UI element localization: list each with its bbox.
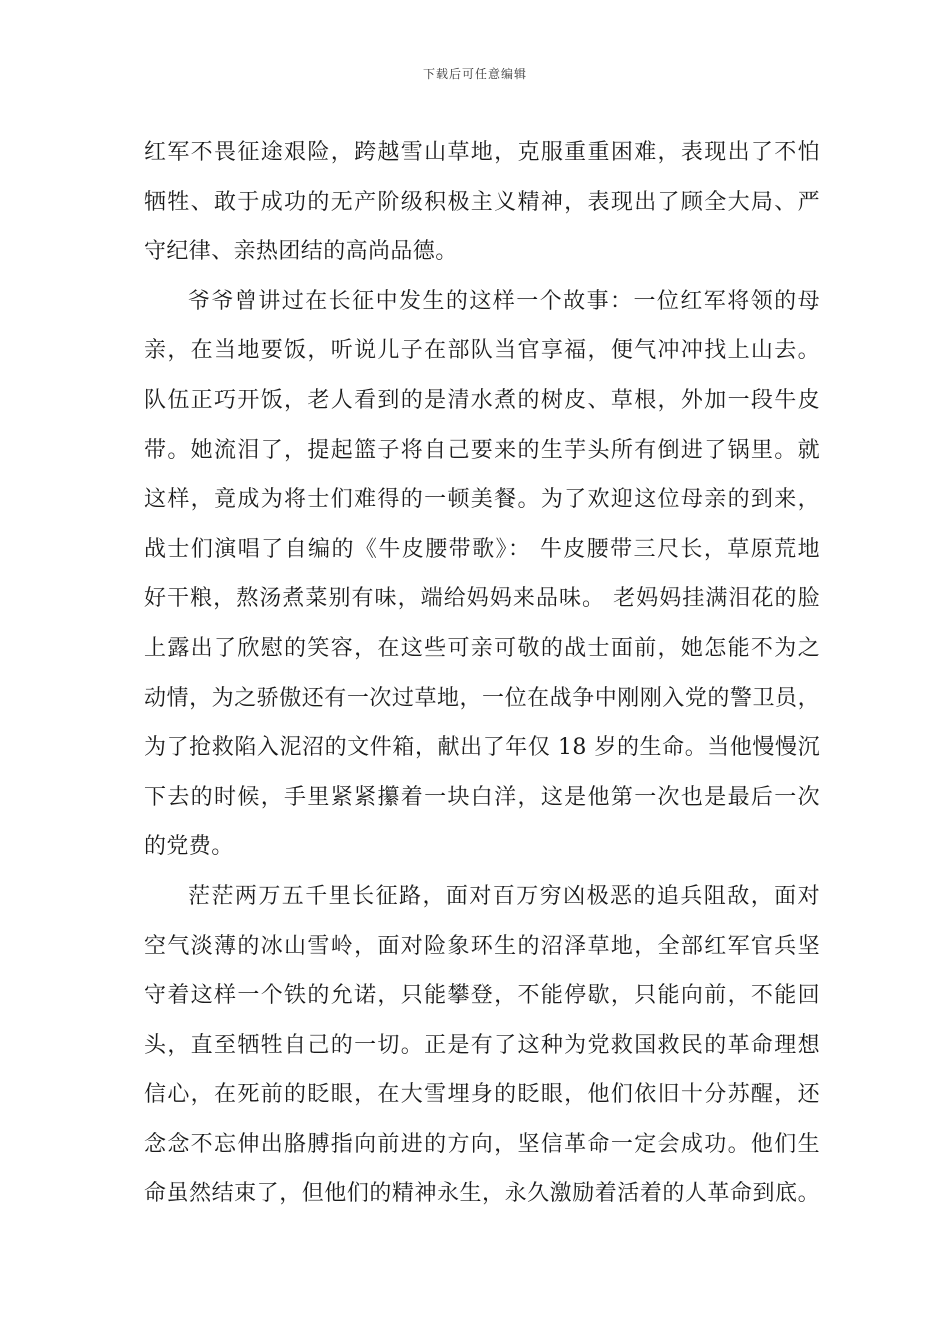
paragraph-1	[144, 128, 820, 277]
text-line: 动情，为之骄傲还有一次过草地，一位在战争中刚刚入党的警卫员，	[144, 685, 820, 711]
text-line: 头，直至牺牲自己的一切。正是有了这种为党救国救民的革命理想	[144, 1032, 820, 1058]
text-line: 的党费。	[144, 834, 234, 860]
text-line: 守着这样一个铁的允诺，只能攀登，不能停歇，只能向前，不能回	[144, 983, 820, 1009]
paragraph-2	[144, 277, 820, 872]
paragraph-3	[144, 872, 820, 1219]
text-line: 战士们演唱了自编的《牛皮腰带歌》： 牛皮腰带三尺长，草原荒地	[144, 536, 820, 562]
text-line: 带。她流泪了，提起篮子将自己要来的生芋头所有倒进了锅里。就	[144, 437, 820, 463]
text-line: 上露出了欣慰的笑容，在这些可亲可敬的战士面前，她怎能不为之	[144, 635, 820, 661]
text-line: 念念不忘伸出胳膊指向前进的方向，坚信革命一定会成功。他们生	[144, 1131, 820, 1157]
text-line: 空气淡薄的冰山雪岭，面对险象环生的沼泽草地，全部红军官兵坚	[144, 933, 820, 959]
document-body	[144, 128, 820, 1219]
text-line: 好干粮，熬汤煮菜别有味，端给妈妈来品味。 老妈妈挂满泪花的脸	[144, 586, 820, 612]
text-line: 红军不畏征途艰险，跨越雪山草地，克服重重困难，表现出了不怕	[144, 140, 820, 165]
text-line: 信心，在死前的眨眼，在大雪埋身的眨眼，他们依旧十分苏醒，还	[144, 1082, 820, 1108]
text-line: 命虽然结束了，但他们的精神永生，永久激励着活着的人革命到底。	[144, 1181, 820, 1207]
text-line: 队伍正巧开饭，老人看到的是清水煮的树皮、草根，外加一段牛皮	[144, 387, 820, 413]
text-line: 守纪律、亲热团结的高尚品德。	[144, 239, 458, 265]
text-line: 爷爷曾讲过在长征中发生的这样一个故事：一位红军将领的母	[188, 288, 820, 314]
text-line: 牺牲、敢于成功的无产阶级积极主义精神，表现出了顾全大局、严	[144, 189, 820, 215]
text-line: 茫茫两万五千里长征路，面对百万穷凶极恶的追兵阻敌，面对	[188, 883, 820, 909]
text-line: 下去的时候，手里紧紧攥着一块白洋，这是他第一次也是最后一次	[144, 784, 820, 810]
text-line: 亲，在当地要饭，听说儿子在部队当官享福，便气冲冲找上山去。	[144, 338, 820, 364]
page-header: 下载后可任意编辑	[422, 67, 527, 81]
text-line: 为了抢救陷入泥沼的文件箱，献出了年仅 18 岁的生命。当他慢慢沉	[144, 735, 820, 761]
text-line: 这样，竟成为将士们难得的一顿美餐。为了欢迎这位母亲的到来，	[144, 487, 820, 513]
